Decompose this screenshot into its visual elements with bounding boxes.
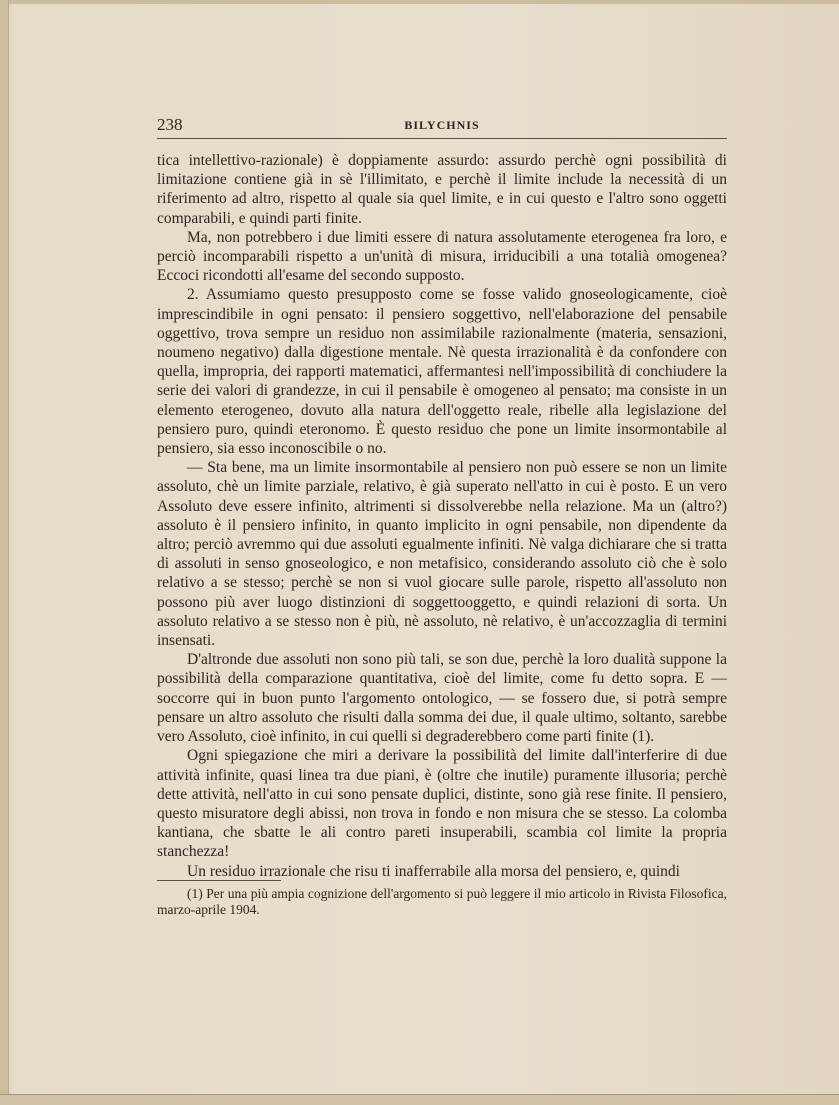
- page-header: [157, 115, 727, 137]
- paragraph: — Sta bene, ma un limite insormontabile al pensiero non può essere se non un limite assoluto, chè un limite parziale, relativo, è già superato nell'atto in cui è posto. E un vero Assoluto deve essere infinito, altrimenti si dissolverebbe nella relazione. Ma un (altro?) assoluto è il pensiero infinito, in quanto implicito in ogni pensabile, non dipendente da altro; perciò avremmo qui due assoluti egualmente infiniti. Nè valga dichiarare che si tratta di assoluti in senso gnoseologico, e non metafisico, considerando assoluto ciò che è solo relativo a se stesso; perchè se non si vuol giocare sulle parole, rispetto all'assoluto non possono più aver luogo distinzioni di soggettooggetto, e quindi relazioni di sorta. Un assoluto relativo a se stesso non è più, nè assoluto, nè relativo, è un'accozzaglia di termini insensati.: [157, 459, 727, 650]
- page-number: 238: [157, 115, 183, 134]
- paragraph: Ma, non potrebbero i due limiti essere di natura assolutamente eterogenea fra loro, e perciò incomparabili rispetto a un'unità di misura, irriducibili a una totalià omogenea? Eccoci ricondotti all'esame del secondo supposto.: [157, 228, 727, 285]
- footnote: [157, 886, 727, 918]
- footnote-text: (1) Per una più ampia cognizione dell'argomento si può leggere il mio articolo in Rivista Filosofica, marzo-aprile 1904.: [157, 886, 727, 917]
- footnote-rule: [157, 880, 281, 881]
- paragraph: 2. Assumiamo questo presupposto come se fosse valido gnoseologicamente, cioè imprescindibile in ogni pensato: il pensiero soggettivo, nell'elaborazione del pensabile oggettivo, trova sempre un residuo non assimilabile razionalmente (materia, sensazioni, noumeno negativo) dalla digestione mentale. Nè questa irrazionalità è da confondere con quella, impropria, dei rapporti matematici, affermantesi nell'impossibilità di conchiudere la serie dei valori di grandezze, in cui il pensabile è omogeneo al pensato; ma consiste in un elemento eterogeneo, dovuto alla natura dell'oggetto reale, ribelle alla legislazione del pensiero puro, quindi eteronomo. È questo residuo che pone un limite insormontabile al pensiero, sia esso inconoscibile o no.: [157, 286, 727, 458]
- body-text: [157, 151, 727, 881]
- paragraph: D'altronde due assoluti non sono più tali, se son due, perchè la loro dualità suppone la possibilità della comparazione quantitativa, cioè del limite, come fu detto sopra. E — soccorre qui in buon punto l'argomento ontologico, — se fossero due, si potrà sempre pensare un altro assoluto che risulti dalla somma dei due, il quale ultimo, soltanto, sarebbe vero Assoluto, cioè infinito, in cui quelli si degraderebbero come parti finite (1).: [157, 651, 727, 746]
- header-rule: [157, 138, 727, 139]
- paragraph: tica intellettivo-razionale) è doppiamente assurdo: assurdo perchè ogni possibilità di limitazione contiene già in sè l'illimitato, e perchè il limite include la necessità di un riferimento ad altro, rispetto al quale sia quel limite, e in cui questo e l'altro sono oggetti comparabili, e quindi parti finite.: [157, 152, 727, 227]
- paragraph: Ogni spiegazione che miri a derivare la possibilità del limite dall'interferire di due attività infinite, quasi linea tra due piani, è (oltre che inutile) puramente illusoria; perchè dette attività, nell'atto in cui sono pensate duplici, distinte, sono già rese finite. Il pensiero, questo misuratore degli abissi, non trova in fondo e non misura che se stesso. La colomba kantiana, che sbatte le ali contro pareti insuperabili, scambia col limite la propria stanchezza!: [157, 747, 727, 861]
- paragraph: Un residuo irrazionale che risu ti inafferrabile alla morsa del pensiero, e, quindi: [187, 862, 680, 880]
- running-title: BILYCHNIS: [404, 118, 480, 132]
- page-edge-top: [0, 0, 839, 4]
- page-edge-bottom: [0, 1094, 839, 1105]
- page-edge-left: [0, 0, 9, 1104]
